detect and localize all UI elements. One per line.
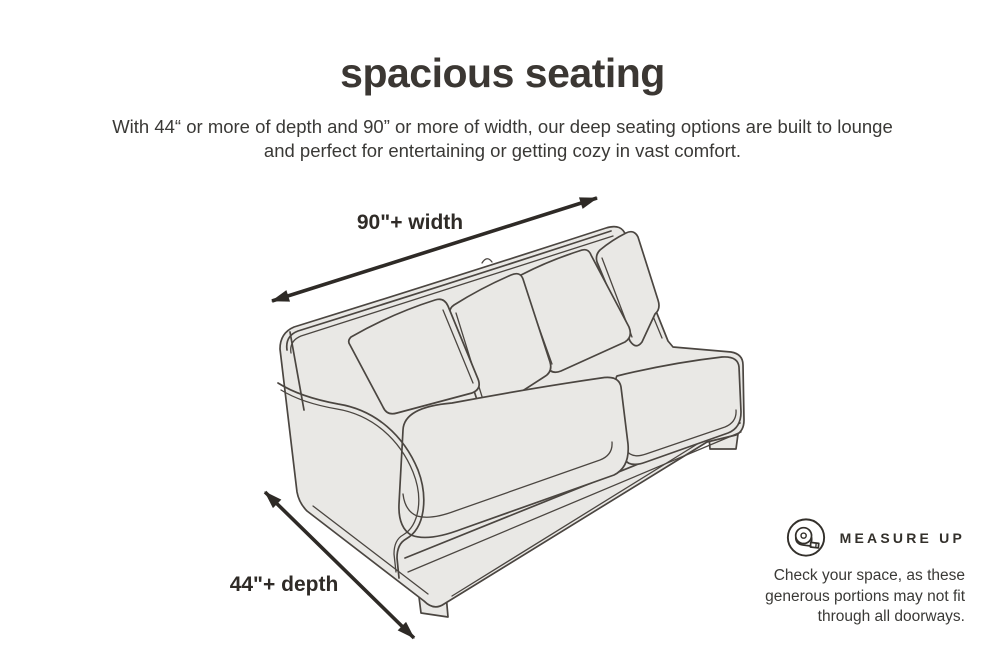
measure-up-text xyxy=(729,566,965,628)
measure-up-callout xyxy=(729,517,965,628)
measure-up-line-3: through all doorways. xyxy=(817,608,965,625)
measure-up-header xyxy=(729,517,965,559)
intro-line-2: and perfect for entertaining or getting cozy in vast comfort. xyxy=(263,140,742,161)
measure-up-title: MEASURE UP xyxy=(839,530,965,546)
measure-up-line-1: Check your space, as these xyxy=(773,567,965,584)
intro-line-1: With 44“ or more of depth and 90” or more of width, our deep seating options are built to lounge xyxy=(112,116,893,137)
tape-measure-icon xyxy=(785,517,827,559)
measure-up-line-2: generous portions may not fit xyxy=(765,587,965,605)
sofa-illustration xyxy=(278,227,744,617)
depth-dimension-label: 44"+ depth xyxy=(229,573,339,596)
page-title: spacious seating xyxy=(340,50,665,96)
width-dimension-label: 90"+ width xyxy=(356,211,464,234)
